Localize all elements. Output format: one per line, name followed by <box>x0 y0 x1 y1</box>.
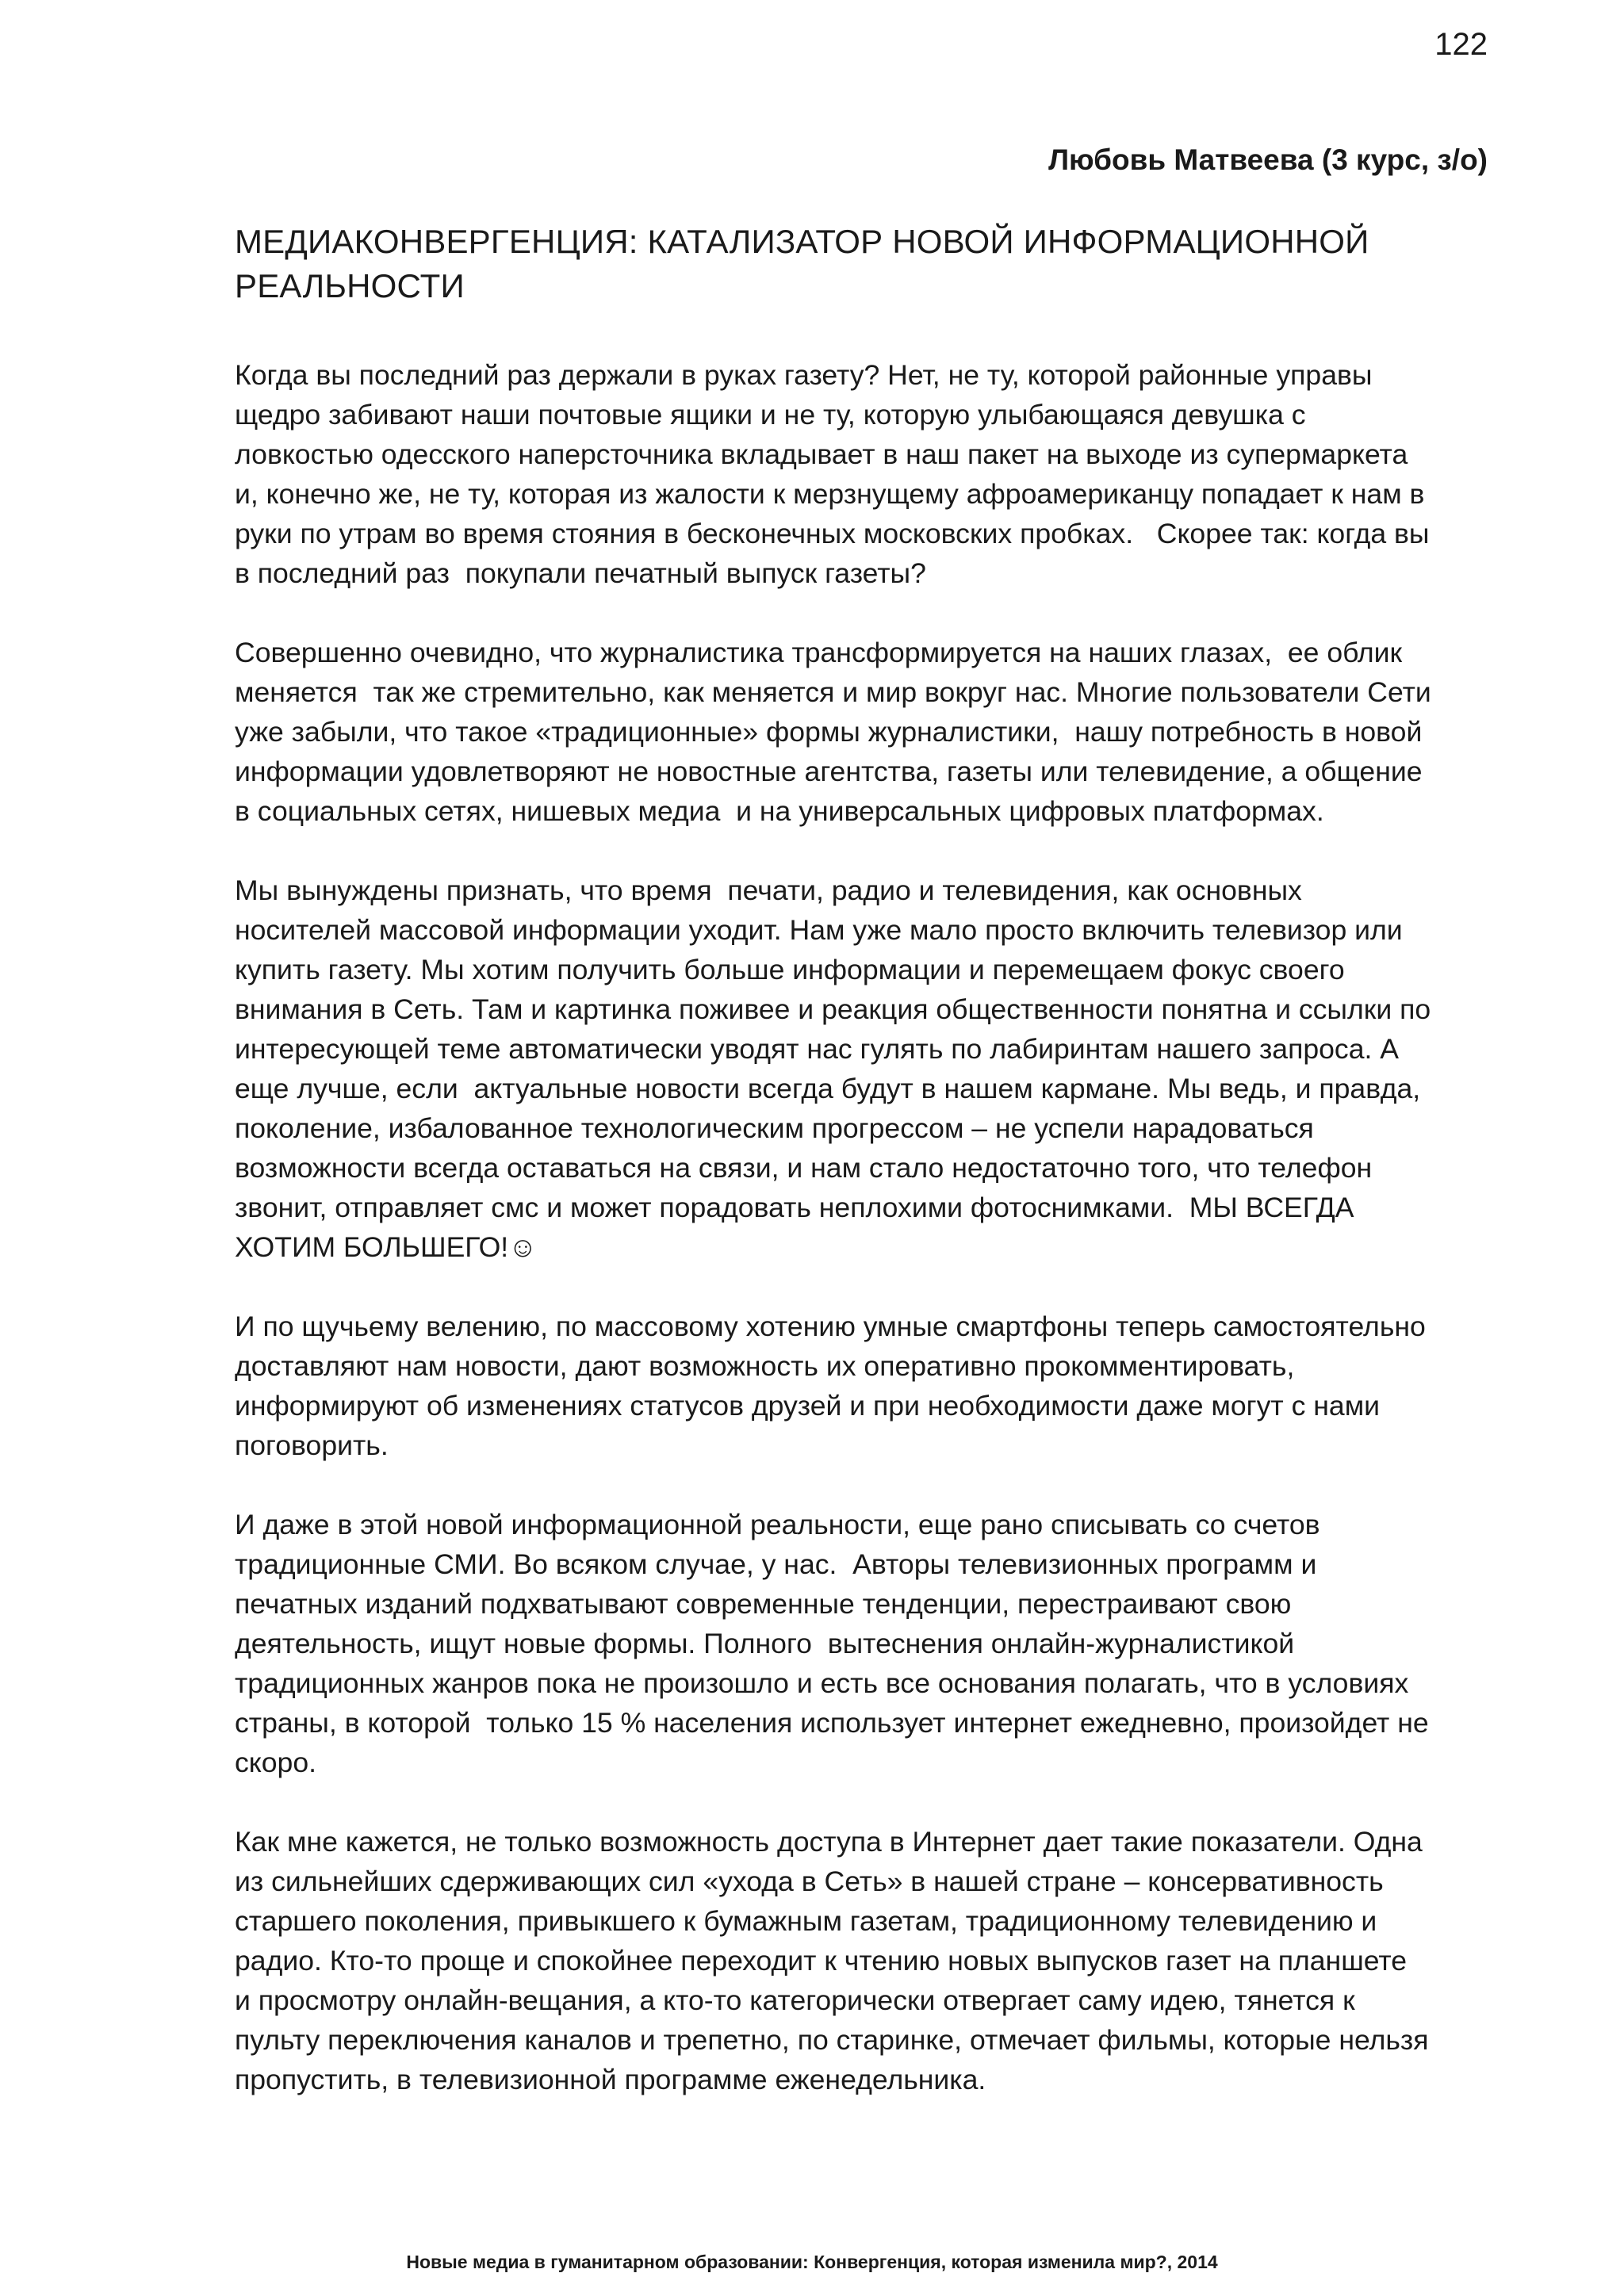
text-line: поговорить. <box>235 1429 389 1461</box>
author-line: Любовь Матвеева (3 курс, з/о) <box>1048 144 1488 176</box>
text-line: звонит, отправляет смс и может порадовать неплохими фотоснимками. МЫ ВСЕГДА <box>235 1192 1354 1223</box>
text-line: радио. Кто-то проще и спокойнее переходит к чтению новых выпусков газет на планшете <box>235 1945 1408 1976</box>
text-line: информации удовлетворяют не новостные агентства, газеты или телевидение, а общение <box>235 756 1423 787</box>
text-line: традиционных жанров пока не произошло и есть все основания полагать, что в условиях <box>235 1667 1409 1699</box>
text-line: деятельность, ищут новые формы. Полного вытеснения онлайн-журналистикой <box>235 1628 1295 1659</box>
text-line: и просмотру онлайн-вещания, а кто-то категорически отвергает саму идею, тянется к <box>235 1984 1355 2016</box>
text-line: в последний раз покупали печатный выпуск газеты? <box>235 557 926 589</box>
text-line: в социальных сетях, нишевых медиа и на универсальных цифровых платформах. <box>235 795 1324 827</box>
text-line: купить газету. Мы хотим получить больше информации и перемещаем фокус своего <box>235 954 1345 985</box>
text-line: еще лучше, если актуальные новости всегда будут в нашем кармане. Мы ведь, и правда, <box>235 1073 1421 1104</box>
text-line: пропустить, в телевизионной программе еженедельника. <box>235 2064 986 2095</box>
text-line: Мы вынуждены признать, что время печати, радио и телевидения, как основных <box>235 874 1302 906</box>
text-line: И даже в этой новой информационной реальности, еще рано списывать со счетов <box>235 1509 1320 1540</box>
text-line: щедро забивают наши почтовые ящики и не ту, которую улыбающаяся девушка с <box>235 399 1306 430</box>
text-line: информируют об изменениях статусов друзей и при необходимости даже могут с нами <box>235 1390 1381 1422</box>
text-line: руки по утрам во время стояния в бесконечных московских пробках. Скорее так: когда вы <box>235 518 1430 549</box>
paragraph-3 <box>235 871 1535 1267</box>
article-body <box>235 355 1535 2139</box>
text-line: Когда вы последний раз держали в руках газету? Нет, не ту, которой районные управы <box>235 359 1373 391</box>
text-line: возможности всегда оставаться на связи, и нам стало недостаточно того, что телефон <box>235 1152 1373 1184</box>
text-line: из сильнейших сдерживающих сил «ухода в Сеть» в нашей стране – консервативность <box>235 1866 1384 1897</box>
text-line: традиционные СМИ. Во всяком случае, у нас. Авторы телевизионных программ и <box>235 1548 1317 1580</box>
page-number: 122 <box>1434 27 1488 62</box>
text-line: уже забыли, что такое «традиционные» формы журналистики, нашу потребность в новой <box>235 716 1423 748</box>
text-line: поколение, избалованное технологическим прогрессом – не успели нарадоваться <box>235 1112 1314 1144</box>
article-title <box>235 220 1456 308</box>
paragraph-6 <box>235 1822 1535 2099</box>
title-line: МЕДИАКОНВЕРГЕНЦИЯ: КАТАЛИЗАТОР НОВОЙ ИНФОРМАЦИОННОЙ <box>235 223 1369 260</box>
text-line: страны, в которой только 15 % населения использует интернет ежедневно, произойдет не <box>235 1707 1429 1739</box>
text-line: интересующей теме автоматически уводят нас гулять по лабиринтам нашего запроса. А <box>235 1033 1399 1065</box>
title-line: РЕАЛЬНОСТИ <box>235 267 465 304</box>
text-line: доставляют нам новости, дают возможность их оперативно прокомментировать, <box>235 1350 1295 1382</box>
page-footer: Новые медиа в гуманитарном образовании: Конвергенция, которая изменила мир?, 2014 <box>406 2252 1218 2272</box>
paragraph-1 <box>235 355 1535 593</box>
text-line: пульту переключения каналов и трепетно, по старинке, отмечает фильмы, которые нельзя <box>235 2024 1429 2056</box>
text-line: старшего поколения, привыкшего к бумажным газетам, традиционному телевидению и <box>235 1905 1377 1937</box>
text-line: Совершенно очевидно, что журналистика трансформируется на наших глазах, ее облик <box>235 637 1403 668</box>
text-line: меняется так же стремительно, как меняется и мир вокруг нас. Многие пользователи Сети <box>235 676 1431 708</box>
text-line: ХОТИМ БОЛЬШЕГО!☺ <box>235 1231 538 1263</box>
paragraph-4 <box>235 1307 1535 1465</box>
text-line: И по щучьему велению, по массовому хотению умные смартфоны теперь самостоятельно <box>235 1311 1426 1342</box>
text-line: Как мне кажется, не только возможность доступа в Интернет дает такие показатели. Одна <box>235 1826 1423 1858</box>
text-line: носителей массовой информации уходит. Нам уже мало просто включить телевизор или <box>235 914 1403 946</box>
text-line: ловкостью одесского наперсточника вкладывает в наш пакет на выходе из супермаркета <box>235 438 1408 470</box>
text-line: и, конечно же, не ту, которая из жалости к мерзнущему афроамериканцу попадает к нам в <box>235 478 1425 510</box>
paragraph-5 <box>235 1505 1535 1782</box>
text-line: внимания в Сеть. Там и картинка поживее и реакция общественности понятна и ссылки по <box>235 993 1431 1025</box>
paragraph-2 <box>235 633 1535 831</box>
text-line: скоро. <box>235 1747 316 1778</box>
text-line: печатных изданий подхватывают современные тенденции, перестраивают свою <box>235 1588 1292 1620</box>
